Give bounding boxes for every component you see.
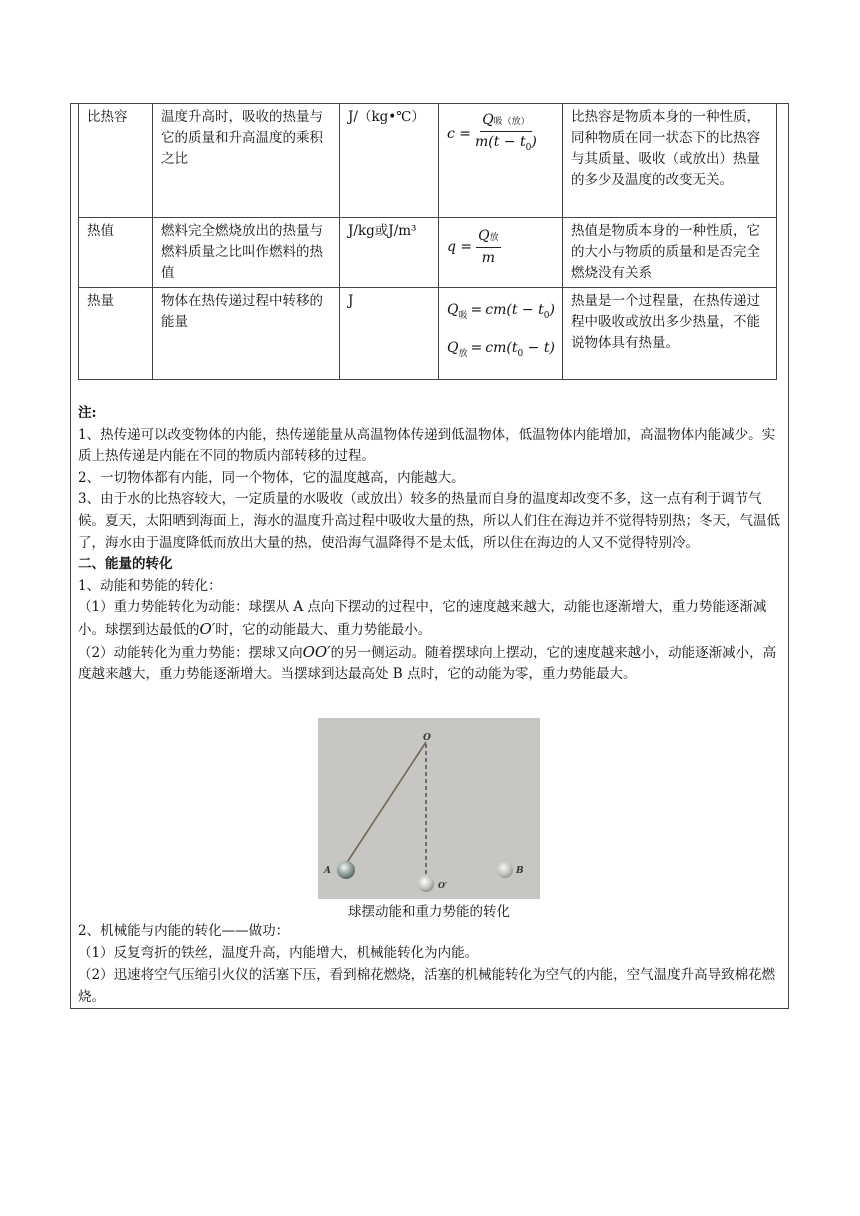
note-item: 3、由于水的比热容较大，一定质量的水吸收（或放出）较多的热量而自身的温度却改变不多，这一点有利于调节气候。夏天，太阳晒到海面上，海水的温度升高过程中吸收大量的热，所以人们住在海边并不觉得特别热；冬天，气温低了，海水由于温度降低而放出大量的热，使沿海气温降得不是太低，所以住在海边的人又不觉得特别冷。 bbox=[78, 491, 780, 551]
label-b: B bbox=[516, 866, 524, 876]
formula-denominator: m(t − t bbox=[475, 134, 526, 150]
unit-cell: J bbox=[340, 288, 439, 380]
formula-cell bbox=[439, 104, 563, 218]
ball-a bbox=[337, 861, 355, 879]
note-item: 1、热传递可以改变物体的内能，热传递能量从高温物体传递到低温物体，低温物体内能增加，高温物体内能减少。实质上热传递是内能在不同的物质内部转移的过程。 bbox=[78, 426, 776, 465]
properties-table bbox=[78, 103, 777, 380]
formula-q-sub: 吸 bbox=[458, 310, 468, 321]
term-cell: 热量 bbox=[79, 288, 153, 380]
formula-denominator-end: ) bbox=[531, 134, 537, 150]
pendulum-diagram bbox=[318, 718, 540, 899]
formula-rhs-sub: 0 bbox=[517, 348, 524, 359]
subsection-title: 1、动能和势能的转化： bbox=[78, 577, 222, 594]
paragraph-compression-igniter: （2）迅速将空气压缩引火仪的活塞下压，看到棉花燃烧，活塞的机械能转化为空气的内能，空气温度升高导致棉花燃烧。 bbox=[78, 967, 776, 1005]
table-row bbox=[79, 218, 777, 288]
paragraph-text: 的另一侧运动。随着摆球向上摆动，它的速度越来越小，动能逐渐减小，高度越来越大，重力势能逐渐增大。当摆球到达最高处 B 点时，它的动能为零，重力势能最大。 bbox=[78, 644, 777, 683]
formula-cell bbox=[439, 218, 563, 288]
paragraph-potential-to-kinetic bbox=[78, 597, 784, 641]
formula-cell: $Q_吸 = cm(t - t_0)$ $Q_放 = cm(t_0 - t)$ bbox=[439, 288, 563, 380]
ball-o-prime bbox=[418, 876, 434, 892]
formula-numerator: Q bbox=[482, 112, 494, 128]
term-cell: 比热容 bbox=[79, 104, 153, 218]
paragraph-bending-wire: （1）反复弯折的铁丝，温度升高，内能增大，机械能转化为内能。 bbox=[78, 945, 479, 961]
notes-section-2 bbox=[78, 920, 784, 1008]
formula-lhs: c = bbox=[447, 125, 472, 142]
note-cell: 热值是物质本身的一种性质，它的大小与物质的质量和是否完全燃烧没有关系 bbox=[563, 218, 777, 288]
notes-section bbox=[78, 403, 784, 686]
note-item: 2、一切物体都有内能，同一个物体，它的温度越高，内能越大。 bbox=[78, 469, 465, 486]
definition-cell: 物体在热传递过程中转移的能量 bbox=[153, 288, 340, 380]
paragraph-text: 时，它的动能最大、重力势能最小。 bbox=[215, 621, 432, 638]
note-cell: 比热容是物质本身的一种性质，同种物质在同一状态下的比热容与其质量、吸收（或放出）热量的多少及温度的改变无关。 bbox=[563, 104, 777, 218]
formula-denominator: m bbox=[481, 250, 496, 266]
label-o: O bbox=[423, 733, 431, 743]
ball-b bbox=[497, 862, 513, 878]
definition-cell: 燃料完全燃烧放出的热量与燃料质量之比叫作燃料的热值 bbox=[153, 218, 340, 288]
subsection-title: 2、机械能与内能的转化——做功： bbox=[78, 923, 290, 939]
paragraph-kinetic-to-potential bbox=[78, 642, 784, 686]
formula-numerator-sub: 吸（放） bbox=[493, 117, 530, 127]
paragraph-text: （2）动能转化为重力势能：摆球又向 bbox=[78, 644, 303, 661]
math-symbol: O′ bbox=[199, 619, 216, 638]
formula-numerator: Q bbox=[478, 228, 490, 244]
formula-q-sub: 放 bbox=[458, 348, 468, 359]
formula-q: Q bbox=[447, 302, 459, 318]
table-row bbox=[79, 288, 777, 380]
formula-rhs-end: ) bbox=[549, 302, 555, 318]
formula-lhs: q = bbox=[447, 239, 473, 255]
formula-numerator-sub: 放 bbox=[489, 233, 499, 243]
formula-rhs: cm(t − t bbox=[485, 302, 544, 318]
note-cell: 热量是一个过程量，在热传递过程中吸收或放出多少热量，不能说物体具有热量。 bbox=[563, 288, 777, 380]
paragraph-text: （1）重力势能转化为动能：球摆从 A 点向下摆动的过程中，它的速度越来越大，动能也逐渐增大，重力势能逐渐减小。球摆到达最低的 bbox=[78, 599, 767, 638]
formula-rhs-end: − t) bbox=[523, 339, 555, 356]
unit-cell: J/kg或J/m³ bbox=[340, 218, 439, 288]
label-a: A bbox=[324, 866, 331, 876]
unit-cell: J/（kg•℃） bbox=[340, 104, 439, 218]
pendulum-figure bbox=[318, 718, 540, 899]
formula-rhs-sub: 0 bbox=[543, 310, 550, 321]
notes-heading: 注: bbox=[78, 405, 97, 421]
formula-rhs: cm(t bbox=[485, 339, 518, 356]
math-symbol: OO′ bbox=[302, 642, 331, 661]
table-row bbox=[79, 104, 777, 218]
term-cell: 热值 bbox=[79, 218, 153, 288]
formula-q: Q bbox=[447, 339, 459, 356]
figure-caption: 球摆动能和重力势能的转化 bbox=[348, 904, 510, 920]
label-o-prime: O′ bbox=[438, 880, 448, 890]
definition-cell: 温度升高时，吸收的热量与它的质量和升高温度的乘积之比 bbox=[153, 104, 340, 218]
section-title: 二、能量的转化 bbox=[78, 556, 173, 573]
formula-denominator-sub: 0 bbox=[525, 142, 532, 153]
